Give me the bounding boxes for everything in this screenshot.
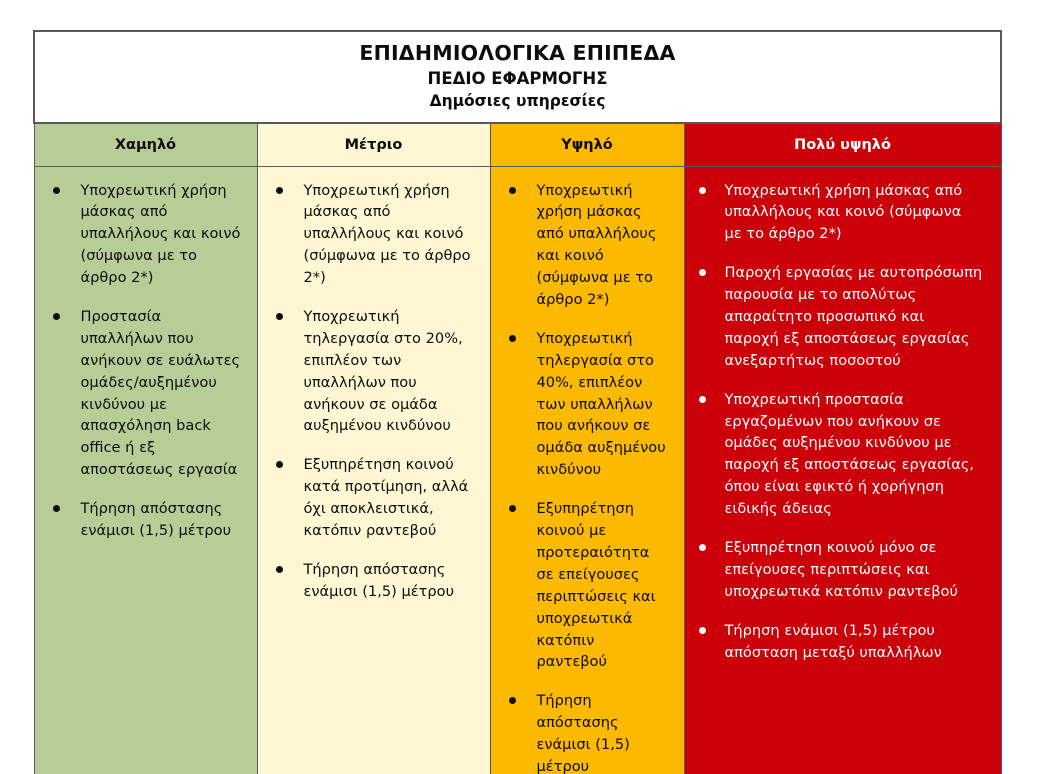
list-item: Υποχρεωτική τηλεργασία στο 40%, επιπλέον των υπαλλήλων που ανήκουν σε ομάδα αυξημένου κινδύνου <box>491 328 678 481</box>
column-body-low <box>34 166 257 774</box>
list-item: Εξυπηρέτηση κοινού κατά προτίμηση, αλλά όχι αποκλειστικά, κατόπιν ραντεβού <box>258 454 484 542</box>
list-item: Υποχρεωτική χρήση μάσκας από υπαλλήλους και κοινό (σύμφωνα με το άρθρο 2*) <box>258 180 484 289</box>
column-header-very-high: Πολύ υψηλό <box>684 123 1001 167</box>
list-item: Υποχρεωτική χρήση μάσκας από υπαλλήλους και κοινό (σύμφωνα με το άρθρο 2*) <box>491 180 678 311</box>
page-title: ΕΠΙΔΗΜΙΟΛΟΓΙΚΑ ΕΠΙΠΕΔΑ <box>359 41 676 65</box>
title-scope: ΠΕΔΙΟ ΕΦΑΡΜΟΓΗΣ <box>427 69 608 88</box>
column-body-high <box>490 166 684 774</box>
column-body-very-high <box>684 166 1001 774</box>
table-title-row <box>34 31 1001 123</box>
column-header-low: Χαμηλό <box>34 123 257 167</box>
epidemiological-levels-table <box>33 30 1002 774</box>
list-item: Εξυπηρέτηση κοινού με προτεραιότητα σε επείγουσες περιπτώσεις και υποχρεωτικά κατόπιν ραντεβού <box>491 498 678 673</box>
list-item: Τήρηση ενάμισι (1,5) μέτρου απόσταση μεταξύ υπαλλήλων <box>685 620 995 664</box>
list-item: Τήρηση απόστασης ενάμισι (1,5) μέτρου <box>258 559 484 603</box>
list-item: Τήρηση απόστασης ενάμισι (1,5) μέτρου <box>35 498 251 542</box>
column-header-high: Υψηλό <box>490 123 684 167</box>
list-item: Υποχρεωτική προστασία εργαζομένων που ανήκουν σε ομάδες αυξημένου κινδύνου με παροχή εξ αποστάσεως εργασίας, όπου είναι εφικτό ή χορήγηση ειδικής άδειας <box>685 389 995 520</box>
measures-list-very-high <box>685 167 1001 672</box>
table-body-row <box>34 166 1001 774</box>
column-body-medium <box>257 166 490 774</box>
column-header-medium: Μέτριο <box>257 123 490 167</box>
title-subject: Δημόσιες υπηρεσίες <box>429 92 606 111</box>
measures-list-high <box>491 167 684 774</box>
list-item: Υποχρεωτική τηλεργασία στο 20%, επιπλέον των υπαλλήλων που ανήκουν σε ομάδα αυξημένου κινδύνου <box>258 306 484 437</box>
title-block <box>34 31 1001 123</box>
list-item: Εξυπηρέτηση κοινού μόνο σε επείγουσες περιπτώσεις και υποχρεωτικά κατόπιν ραντεβού <box>685 537 995 603</box>
list-item: Προστασία υπαλλήλων που ανήκουν σε ευάλωτες ομάδες/αυξημένου κινδύνου με απασχόληση back office ή εξ αποστάσεως εργασία <box>35 306 251 481</box>
measures-list-low <box>35 167 257 550</box>
list-item: Παροχή εργασίας με αυτοπρόσωπη παρουσία με το απολύτως απαραίτητο προσωπικό και παροχή εξ αποστάσεως εργασίας ανεξαρτήτως ποσοστού <box>685 262 995 371</box>
list-item: Υποχρεωτική χρήση μάσκας από υπαλλήλους και κοινό (σύμφωνα με το άρθρο 2*) <box>35 180 251 289</box>
measures-list-medium <box>258 167 490 611</box>
list-item: Τήρηση απόστασης ενάμισι (1,5) μέτρου <box>491 690 678 774</box>
list-item: Υποχρεωτική χρήση μάσκας από υπαλλήλους και κοινό (σύμφωνα με το άρθρο 2*) <box>685 180 995 246</box>
table-header-row <box>34 123 1001 167</box>
